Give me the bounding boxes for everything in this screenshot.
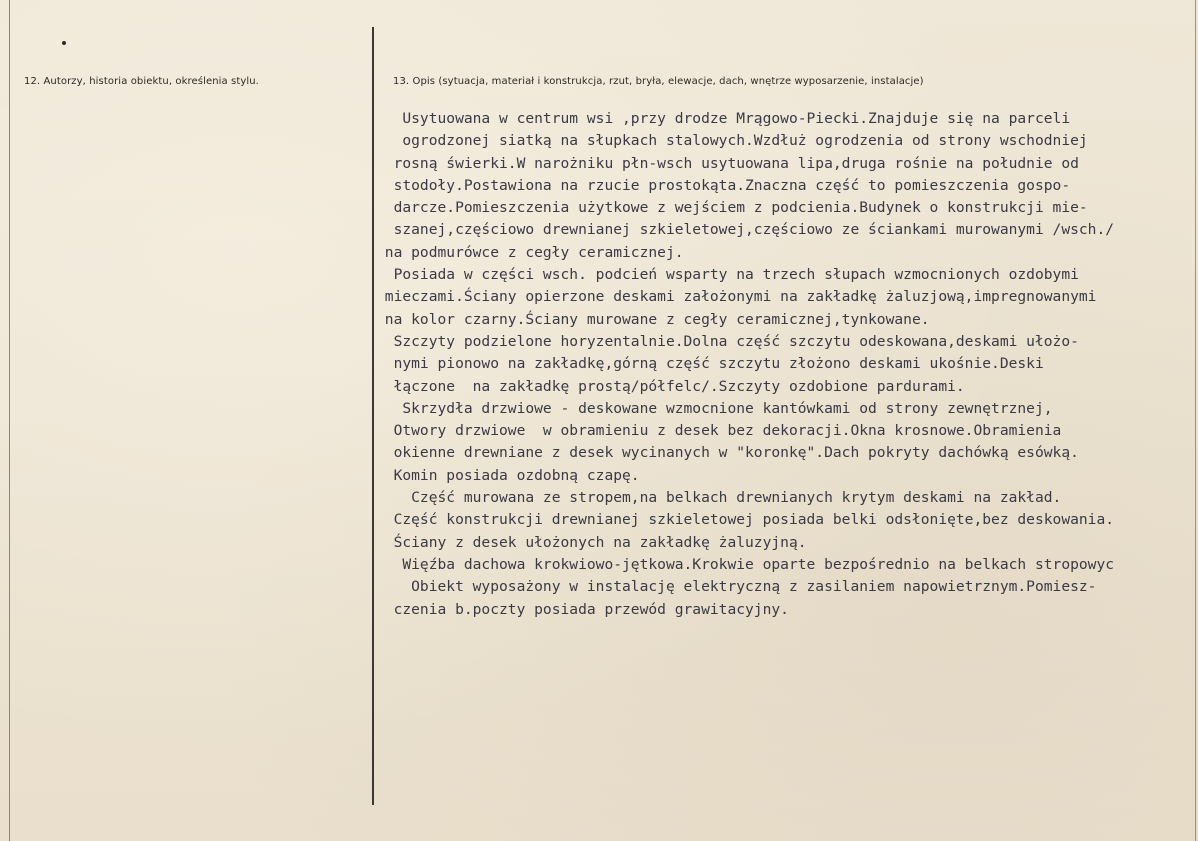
section-13-description xyxy=(376,108,1194,621)
punch-mark xyxy=(62,41,66,45)
description-line: na podmurówce z cegły ceramicznej. xyxy=(376,243,684,261)
description-line: szanej,częściowo drewnianej szkieletowej,częściowo ze ściankami murowanymi /wsch./ xyxy=(376,221,1115,239)
description-line: nymi pionowo na zakładkę,górną część szczytu złożono deskami ukośnie.Deski xyxy=(376,355,1044,373)
description-line: Ściany z desek ułożonych na zakładkę żaluzyjną. xyxy=(376,533,807,551)
description-line: Usytuowana w centrum wsi ,przy drodze Mrągowo-Piecki.Znajduje się na parceli xyxy=(376,110,1071,127)
description-line: na kolor czarny.Ściany murowane z cegły ceramicznej,tynkowane. xyxy=(376,310,930,328)
description-line: Otwory drzwiowe w obramieniu z desek bez dekoracji.Okna krosnowe.Obramienia xyxy=(376,422,1062,440)
column-divider xyxy=(372,27,374,805)
description-line: Część murowana ze stropem,na belkach drewnianych krytym deskami na zakład. xyxy=(376,489,1062,507)
description-line: stodoły.Postawiona na rzucie prostokąta.Znaczna część to pomieszczenia gospo- xyxy=(376,176,1071,194)
left-page-edge xyxy=(9,0,10,841)
description-line: okienne drewniane z desek wycinanych w "koronkę".Dach pokryty dachówką esówką. xyxy=(376,444,1079,462)
description-line: darcze.Pomieszczenia użytkowe z wejściem z podcienia.Budynek o konstrukcji mie- xyxy=(376,199,1088,217)
description-line: Posiada w części wsch. podcień wsparty na trzech słupach wzmocnionych ozdobymi xyxy=(376,266,1079,284)
description-line: Komin posiada ozdobną czapę. xyxy=(376,466,640,484)
description-line: mieczami.Ściany opierzone deskami założonymi na zakładkę żaluzjową,impregnowanymi xyxy=(376,288,1097,306)
section-13-label: 13. Opis (sytuacja, materiał i konstrukcja, rzut, bryła, elewacje, dach, wnętrze wyposarzenie, instalacje) xyxy=(393,76,924,87)
description-line: Szczyty podzielone horyzentalnie.Dolna część szczytu odeskowana,deskami ułożo- xyxy=(376,332,1079,350)
description-line: łączone na zakładkę prostą/półfelc/.Szczyty ozdobione pardurami. xyxy=(376,377,965,395)
description-line: rosną świerki.W narożniku płn-wsch usytuowana lipa,druga rośnie na południe od xyxy=(376,154,1079,172)
description-line: Skrzydła drzwiowe - deskowane wzmocnione kantówkami od strony zewnętrznej, xyxy=(376,399,1053,417)
description-line: Część konstrukcji drewnianej szkieletowej posiada belki odsłonięte,bez deskowania. xyxy=(376,511,1115,529)
description-line: ogrodzonej siatką na słupkach stalowych.Wzdłuż ogrodzenia od strony wschodniej xyxy=(376,132,1088,150)
right-page-edge xyxy=(1195,0,1196,841)
description-line: Obiekt wyposażony w instalację elektryczną z zasilaniem napowietrznym.Pomiesz- xyxy=(376,578,1097,596)
description-line: Więźba dachowa krokwiowo-jętkowa.Krokwie oparte bezpośrednio na belkach stropowyc xyxy=(376,555,1115,573)
section-12-label: 12. Autorzy, historia obiektu, określenia stylu. xyxy=(24,76,259,87)
description-line: czenia b.poczty posiada przewód grawitacyjny. xyxy=(376,600,789,618)
